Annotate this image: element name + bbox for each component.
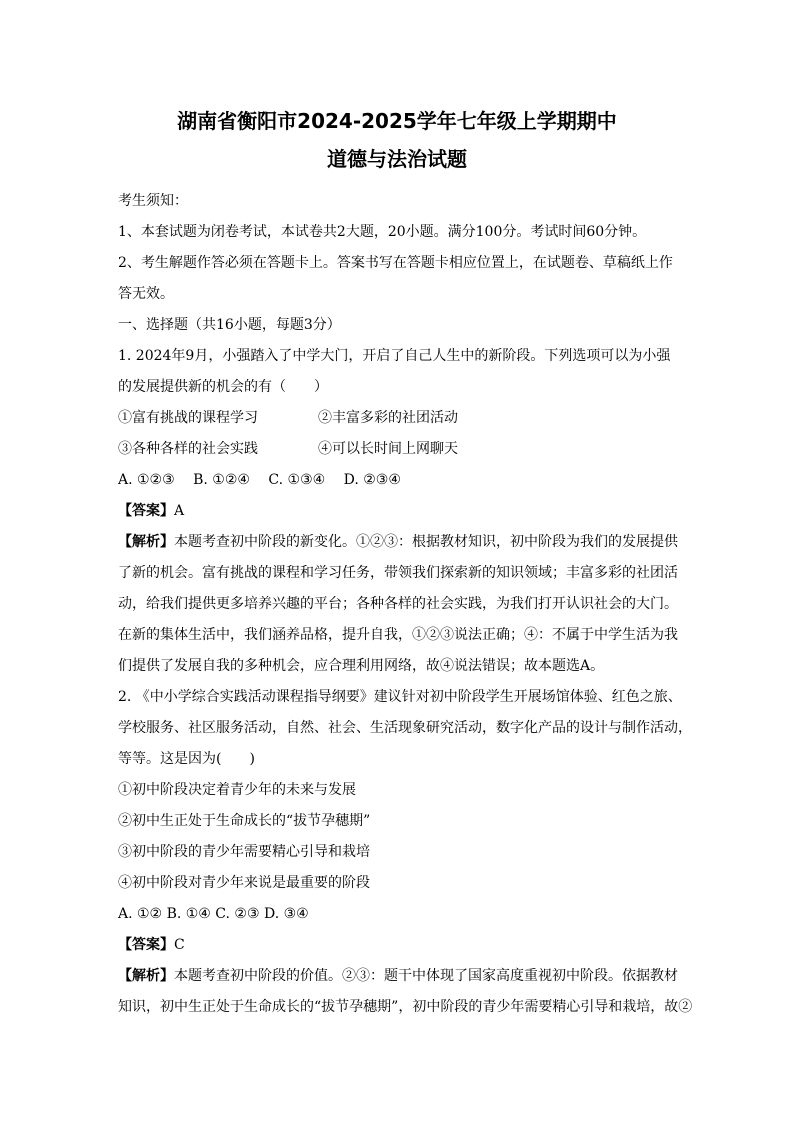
q1-answer [118, 496, 676, 527]
q2-answer-value: C [174, 937, 185, 953]
q1-analysis-4: 在新的集体生活中，我们涵养品格，提升自我，①②③说法正确；④：不属于中学生活为我 [118, 627, 678, 643]
q1-options-row-2 [118, 434, 676, 465]
q2-option-3: ③初中阶段的青少年需要精心引导和栽培 [118, 844, 370, 860]
document-title: 湖南省衡阳市2024-2025学年七年级上学期期中 [177, 109, 617, 133]
q1-option-4: ④可以长时间上网聊天 [318, 441, 458, 457]
q2-analysis-tag: 【解析】 [118, 968, 174, 984]
q2-analysis-text-1: 本题考查初中阶段的价值。②③：题干中体现了国家高度重视初中阶段。依据教材 [174, 968, 678, 984]
q1-option-2: ②丰富多彩的社团活动 [318, 410, 458, 426]
notice-item-2: 2、考生解题作答必须在答题卡上。答案书写在答题卡相应位置上，在试题卷、草稿纸上作 [118, 255, 673, 271]
q1-analysis-tag: 【解析】 [118, 534, 174, 550]
document-body [118, 186, 693, 1023]
q2-analysis-2: 知识，初中生正处于生命成长的“拔节孕穗期”，初中阶段的青少年需要精心引导和栽培，故② [118, 999, 693, 1015]
q1-analysis-1 [118, 527, 676, 558]
q1-option-3: ③各种各样的社会实践 [118, 441, 258, 457]
notice-item-1: 1、本套试题为闭卷考试，本试卷共2大题，20小题。满分100分。考试时间60分钟。 [118, 224, 647, 240]
q2-answer [118, 930, 676, 961]
q2-stem: 2. 《中小学综合实践活动课程指导纲要》建议针对初中阶段学生开展场馆体验、红色之旅、 [118, 689, 682, 705]
notice-item-2-cont: 答无效。 [118, 286, 174, 302]
q2-option-2: ②初中生正处于生命成长的“拔节孕穗期” [118, 813, 371, 829]
q2-analysis-1 [118, 961, 676, 992]
q2-stem-cont-2: 等等。这是因为( ) [118, 751, 255, 767]
q1-analysis-5: 们提供了发展自我的多种机会，应合理利用网络，故④说法错误；故本题选A。 [118, 658, 605, 674]
document-subtitle: 道德与法治试题 [327, 147, 467, 171]
q1-answer-tag: 【答案】 [118, 503, 174, 519]
q1-options-row-1 [118, 403, 676, 434]
notice-heading: 考生须知： [118, 193, 188, 209]
section-heading: 一、选择题（共16小题，每题3分） [118, 317, 341, 333]
q1-answer-value: A [174, 503, 185, 519]
q2-stem-cont-1: 学校服务、社区服务活动，自然、社会、生活现象研究活动，数字化产品的设计与制作活动， [118, 720, 692, 736]
q1-option-1: ①富有挑战的课程学习 [118, 410, 258, 426]
q1-analysis-2: 了新的机会。富有挑战的课程和学习任务，带领我们探索新的知识领域；丰富多彩的社团活 [118, 565, 678, 581]
q1-choices: A. ①②③ B. ①②④ C. ①③④ D. ②③④ [118, 472, 401, 488]
q2-option-1: ①初中阶段决定着青少年的未来与发展 [118, 782, 356, 798]
q1-analysis-3: 动，给我们提供更多培养兴趣的平台；各种各样的社会实践，为我们打开认识社会的大门。 [118, 596, 678, 612]
q2-option-4: ④初中阶段对青少年来说是最重要的阶段 [118, 875, 370, 891]
q2-choices: A. ①② B. ①④ C. ②③ D. ③④ [118, 906, 309, 922]
q1-stem-cont: 的发展提供新的机会的有（ ） [118, 379, 328, 395]
q1-analysis-text-1: 本题考查初中阶段的新变化。①②③：根据教材知识，初中阶段为我们的发展提供 [174, 534, 678, 550]
q2-answer-tag: 【答案】 [118, 937, 174, 953]
q1-stem: 1. 2024年9月，小强踏入了中学大门，开启了自己人生中的新阶段。下列选项可以为小强 [118, 348, 671, 364]
